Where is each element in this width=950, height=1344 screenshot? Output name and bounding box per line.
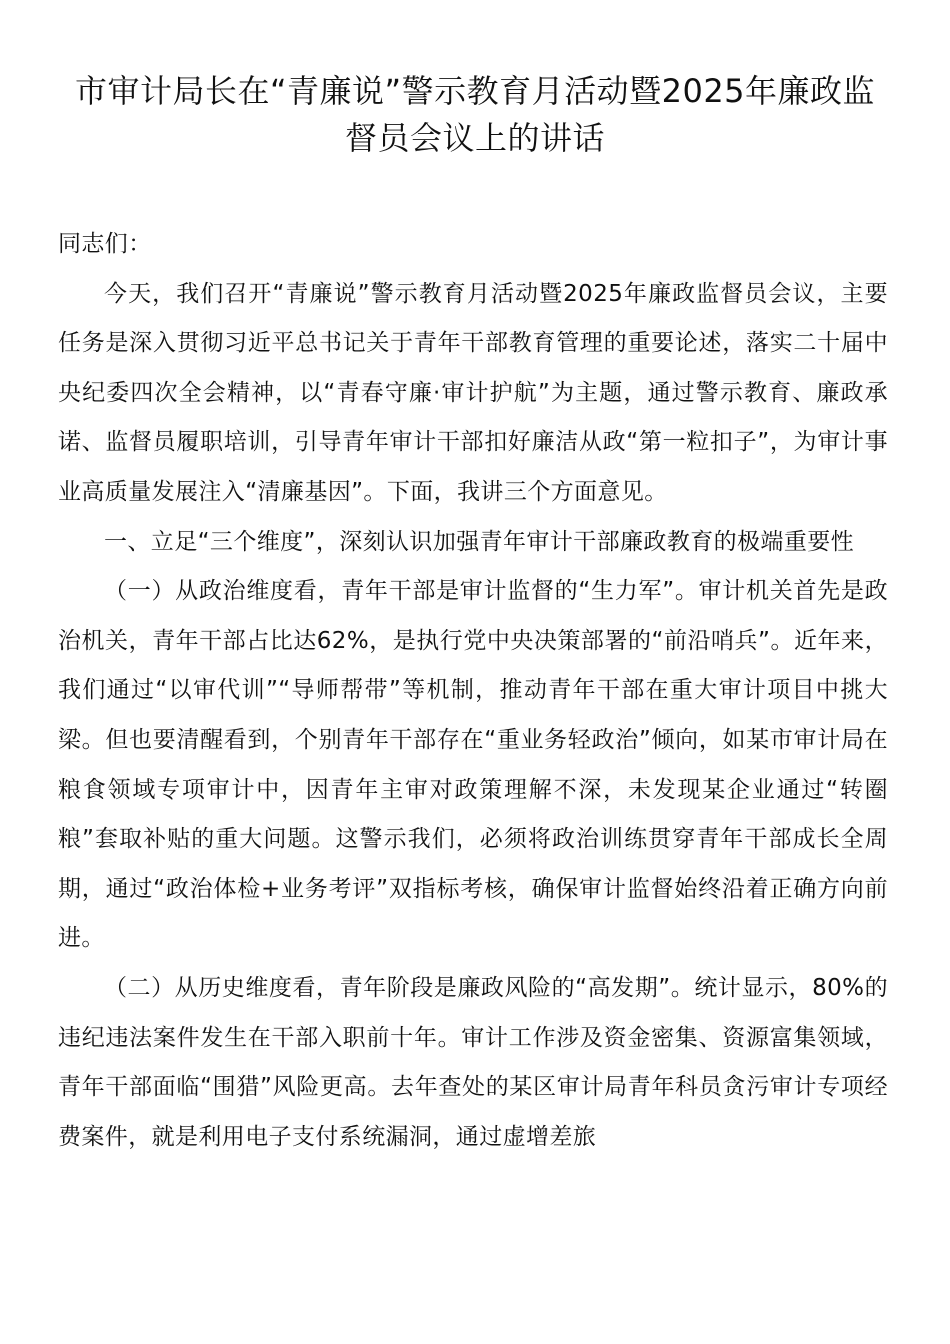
paragraph-introduction: 今天，我们召开“青廉说”警示教育月活动暨2025年廉政监督员会议，主要任务是深入贯彻习近平总书记关于青年干部教育管理的重要论述，落实二十届中央纪委四次全会精神，以“青春守廉·审计护航”为主题，通过警示教育、廉政承诺、监督员履职培训，引导青年审计干部扣好廉洁从政“第一粒扣子”，为审计事业高质量发展注入“清廉基因”。下面，我讲三个方面意见。 <box>58 280 888 505</box>
section-heading-1: 一、立足“三个维度”，深刻认识加强青年审计干部廉政教育的极端重要性 <box>104 528 855 555</box>
page-title: 市审计局长在“青廉说”警示教育月活动暨2025年廉政监督员会议上的讲话 <box>74 72 876 157</box>
paragraph-political-dimension: （一）从政治维度看，青年干部是审计监督的“生力军”。审计机关首先是政治机关，青年干部占比达62%，是执行党中央决策部署的“前沿哨兵”。近年来，我们通过“以审代训”“导师帮带”等机制，推动青年干部在重大审计项目中挑大梁。但也要清醒看到，个别青年干部存在“重业务轻政治”倾向，如某市审计局在粮食领域专项审计中，因青年主审对政策理解不深，未发现某企业通过“转圈粮”套取补贴的重大问题。这警示我们，必须将政治训练贯穿青年干部成长全周期，通过“政治体检+业务考评”双指标考核，确保审计监督始终沿着正确方向前进。 <box>58 578 888 952</box>
paragraph-historical-dimension: （二）从历史维度看，青年阶段是廉政风险的“高发期”。统计显示，80%的违纪违法案件发生在干部入职前十年。审计工作涉及资金密集、资源富集领域，青年干部面临“围猎”风险更高。去年查处的某区审计局青年科员贪污审计专项经费案件，就是利用电子支付系统漏洞，通过虚增差旅 <box>58 974 888 1150</box>
salutation: 同志们： <box>58 231 152 257</box>
document-body <box>58 220 888 1162</box>
